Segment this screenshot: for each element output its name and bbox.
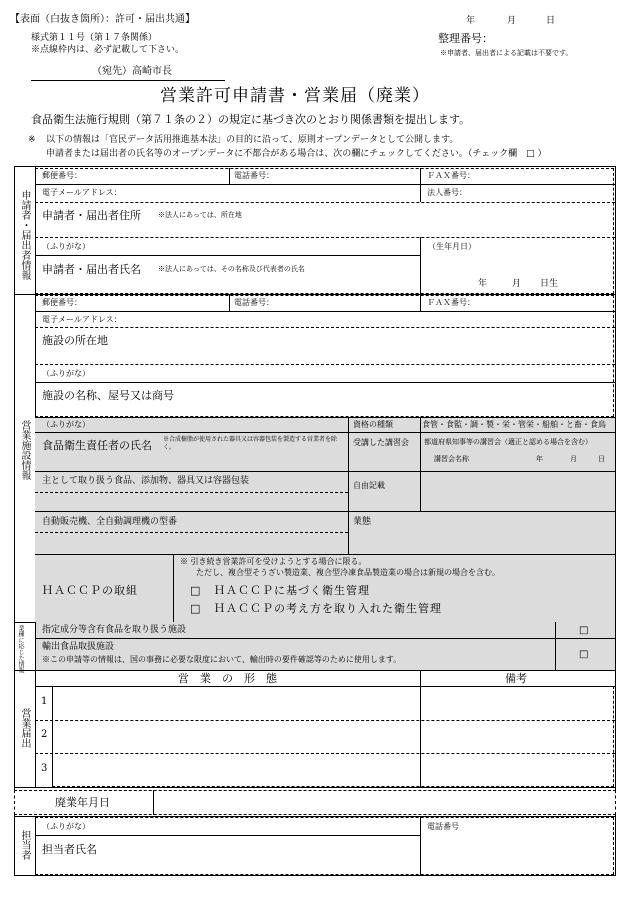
addressee: （宛先）高崎市長 — [92, 66, 172, 77]
remarks-header: 備考 — [505, 672, 527, 685]
notice-mark: ※ — [28, 135, 36, 145]
manager-note: ※合成樹脂が使用された器具又は容器包装を製造する営業者を除く。 — [163, 436, 338, 451]
date-year: 年 — [466, 16, 476, 26]
page-title: 営業許可申請書・営業届（廃業） — [160, 86, 430, 106]
birth-month: 月 — [512, 279, 522, 289]
applicant-side-label: 申請者・届出者情報 — [19, 190, 30, 280]
free-text-label[interactable]: 自由記載 — [353, 481, 385, 490]
contact-name-label[interactable]: 担当者氏名 — [42, 843, 97, 856]
date-day: 日 — [546, 16, 556, 26]
applicant-furigana-label: （ふりがな） — [42, 242, 90, 251]
applicant-name-note: ※法人にあっては、その名称及び代表者の氏名 — [158, 265, 305, 273]
haccp-option-1: ＨＡＣＣＰに基づく衛生管理 — [214, 584, 370, 597]
qualification-options[interactable]: 食管・食監・調・製・栄・管栄・船舶・と畜・食鳥 — [422, 420, 606, 429]
required-note: ※点線枠内は、必ず記載して下さい。 — [31, 45, 185, 55]
haccp-checkbox-2[interactable]: □ — [190, 602, 201, 615]
business-report-input-area — [52, 686, 614, 787]
export-facility-checkbox[interactable]: □ — [579, 649, 589, 660]
notice-line-1: 以下の情報は「官民データ活用推進基本法」の目的に沿って、原則オープンデータとして公開します。 — [46, 135, 459, 145]
birth-day: 日生 — [540, 279, 559, 289]
facility-email-label[interactable]: 電子メールアドレス： — [42, 315, 122, 324]
report-row-3-number: 3 — [41, 763, 48, 774]
applicant-birthdate-label: （生年月日） — [428, 242, 476, 251]
main-items-label[interactable]: 主として取り扱う食品、添加物、器具又は容器包装 — [42, 476, 250, 486]
manager-furigana-label: （ふりがな） — [42, 420, 90, 429]
applicant-name-label[interactable]: 申請者・届出者氏名 — [42, 263, 141, 276]
haccp-note-1: ※ 引き続き営業許可を受けようとする場合に限る。 — [180, 557, 367, 566]
applicant-address-note: ※法人にあっては、所在地 — [158, 211, 242, 219]
business-report-side-label: 営業届出 — [19, 708, 30, 748]
business-type-label[interactable]: 業態 — [353, 517, 372, 527]
course-name-label[interactable]: 講習会名称 — [434, 455, 469, 463]
reference-number-label: 整理番号： — [438, 32, 493, 45]
course-month: 月 — [570, 455, 577, 463]
form-number: 様式第１１号（第１７条関係） — [31, 33, 158, 43]
contact-input-area — [35, 817, 614, 875]
applicant-corp-number-label[interactable]: 法人番号： — [427, 188, 467, 197]
vending-model-label[interactable]: 自動販売機、全自動調理機の型番 — [42, 517, 178, 527]
course-type: 都道府県知事等の講習会（適正と認める場合を含む） — [424, 438, 592, 446]
applicant-fax-label[interactable]: ＦＡＸ番号： — [427, 171, 475, 180]
contact-side-label: 担当者 — [19, 830, 30, 860]
haccp-note-2: ただし、複合型そうざい製造業、複合型冷凍食品製造業の場合は新規の場合を含む。 — [196, 568, 500, 577]
facility-fax-label[interactable]: ＦＡＸ番号： — [427, 298, 475, 307]
designated-ingredient-label: 指定成分等含有食品を取り扱う施設 — [42, 625, 187, 635]
facility-side-label: 営業施設情報 — [19, 420, 30, 480]
report-row-2-number: 2 — [41, 729, 48, 740]
business-specific-side-label: 業種に応じた情報 — [17, 625, 24, 673]
form-section-caption: 【表面（白抜き箇所）：許可・届出共通】 — [10, 14, 195, 25]
notice-line-2[interactable]: 申請者または届出者の氏名等のオープンデータに不都合がある場合は、次の欄にチェックしてください。（チェック欄 □ ） — [46, 149, 547, 159]
closure-date-label: 廃業年月日 — [55, 796, 110, 809]
course-label: 受講した講習会 — [353, 438, 409, 447]
facility-furigana-label: （ふりがな） — [42, 369, 90, 378]
applicant-address-label[interactable]: 申請者・届出者住所 — [42, 209, 141, 222]
closure-date-field[interactable] — [154, 791, 614, 814]
contact-phone-label[interactable]: 電話番号 — [427, 822, 459, 831]
haccp-label: ＨＡＣＣＰの取組 — [42, 584, 138, 597]
date-month: 月 — [507, 16, 517, 26]
haccp-checkbox-1[interactable]: □ — [190, 584, 201, 597]
haccp-option-2: ＨＡＣＣＰの考え方を取り入れた衛生管理 — [214, 602, 442, 615]
report-row-1-number: 1 — [41, 696, 48, 707]
facility-name-label[interactable]: 施設の名称、屋号又は商号 — [42, 389, 174, 402]
course-day: 日 — [598, 455, 605, 463]
course-year: 年 — [536, 455, 543, 463]
export-facility-label: 輸出食品取扱施設 — [42, 642, 115, 652]
qualification-label: 資格の種類 — [353, 420, 393, 429]
export-facility-note: ※この申請等の情報は、国の事務に必要な限度において、輸出時の要件確認等のために使用します。 — [42, 655, 402, 664]
designated-ingredient-checkbox[interactable]: □ — [579, 625, 589, 636]
facility-postal-label[interactable]: 郵便番号： — [42, 298, 82, 307]
facility-location-label[interactable]: 施設の所在地 — [42, 334, 108, 347]
applicant-email-label[interactable]: 電子メールアドレス： — [42, 188, 122, 197]
manager-name-label[interactable]: 食品衛生責任者の氏名 — [42, 439, 152, 452]
facility-phone-label[interactable]: 電話番号： — [234, 298, 274, 307]
applicant-phone-label[interactable]: 電話番号： — [234, 171, 274, 180]
birth-year: 年 — [478, 279, 488, 289]
business-form-header: 営 業 の 形 態 — [178, 672, 277, 685]
reference-number-note: ※申請者、届出者による記載は不要です。 — [440, 49, 573, 57]
intro-text: 食品衛生法施行規則（第７１条の２）の規定に基づき次のとおり関係書類を提出します。 — [31, 113, 471, 126]
applicant-postal-label[interactable]: 郵便番号： — [42, 171, 82, 180]
contact-furigana-label: （ふりがな） — [42, 822, 90, 831]
